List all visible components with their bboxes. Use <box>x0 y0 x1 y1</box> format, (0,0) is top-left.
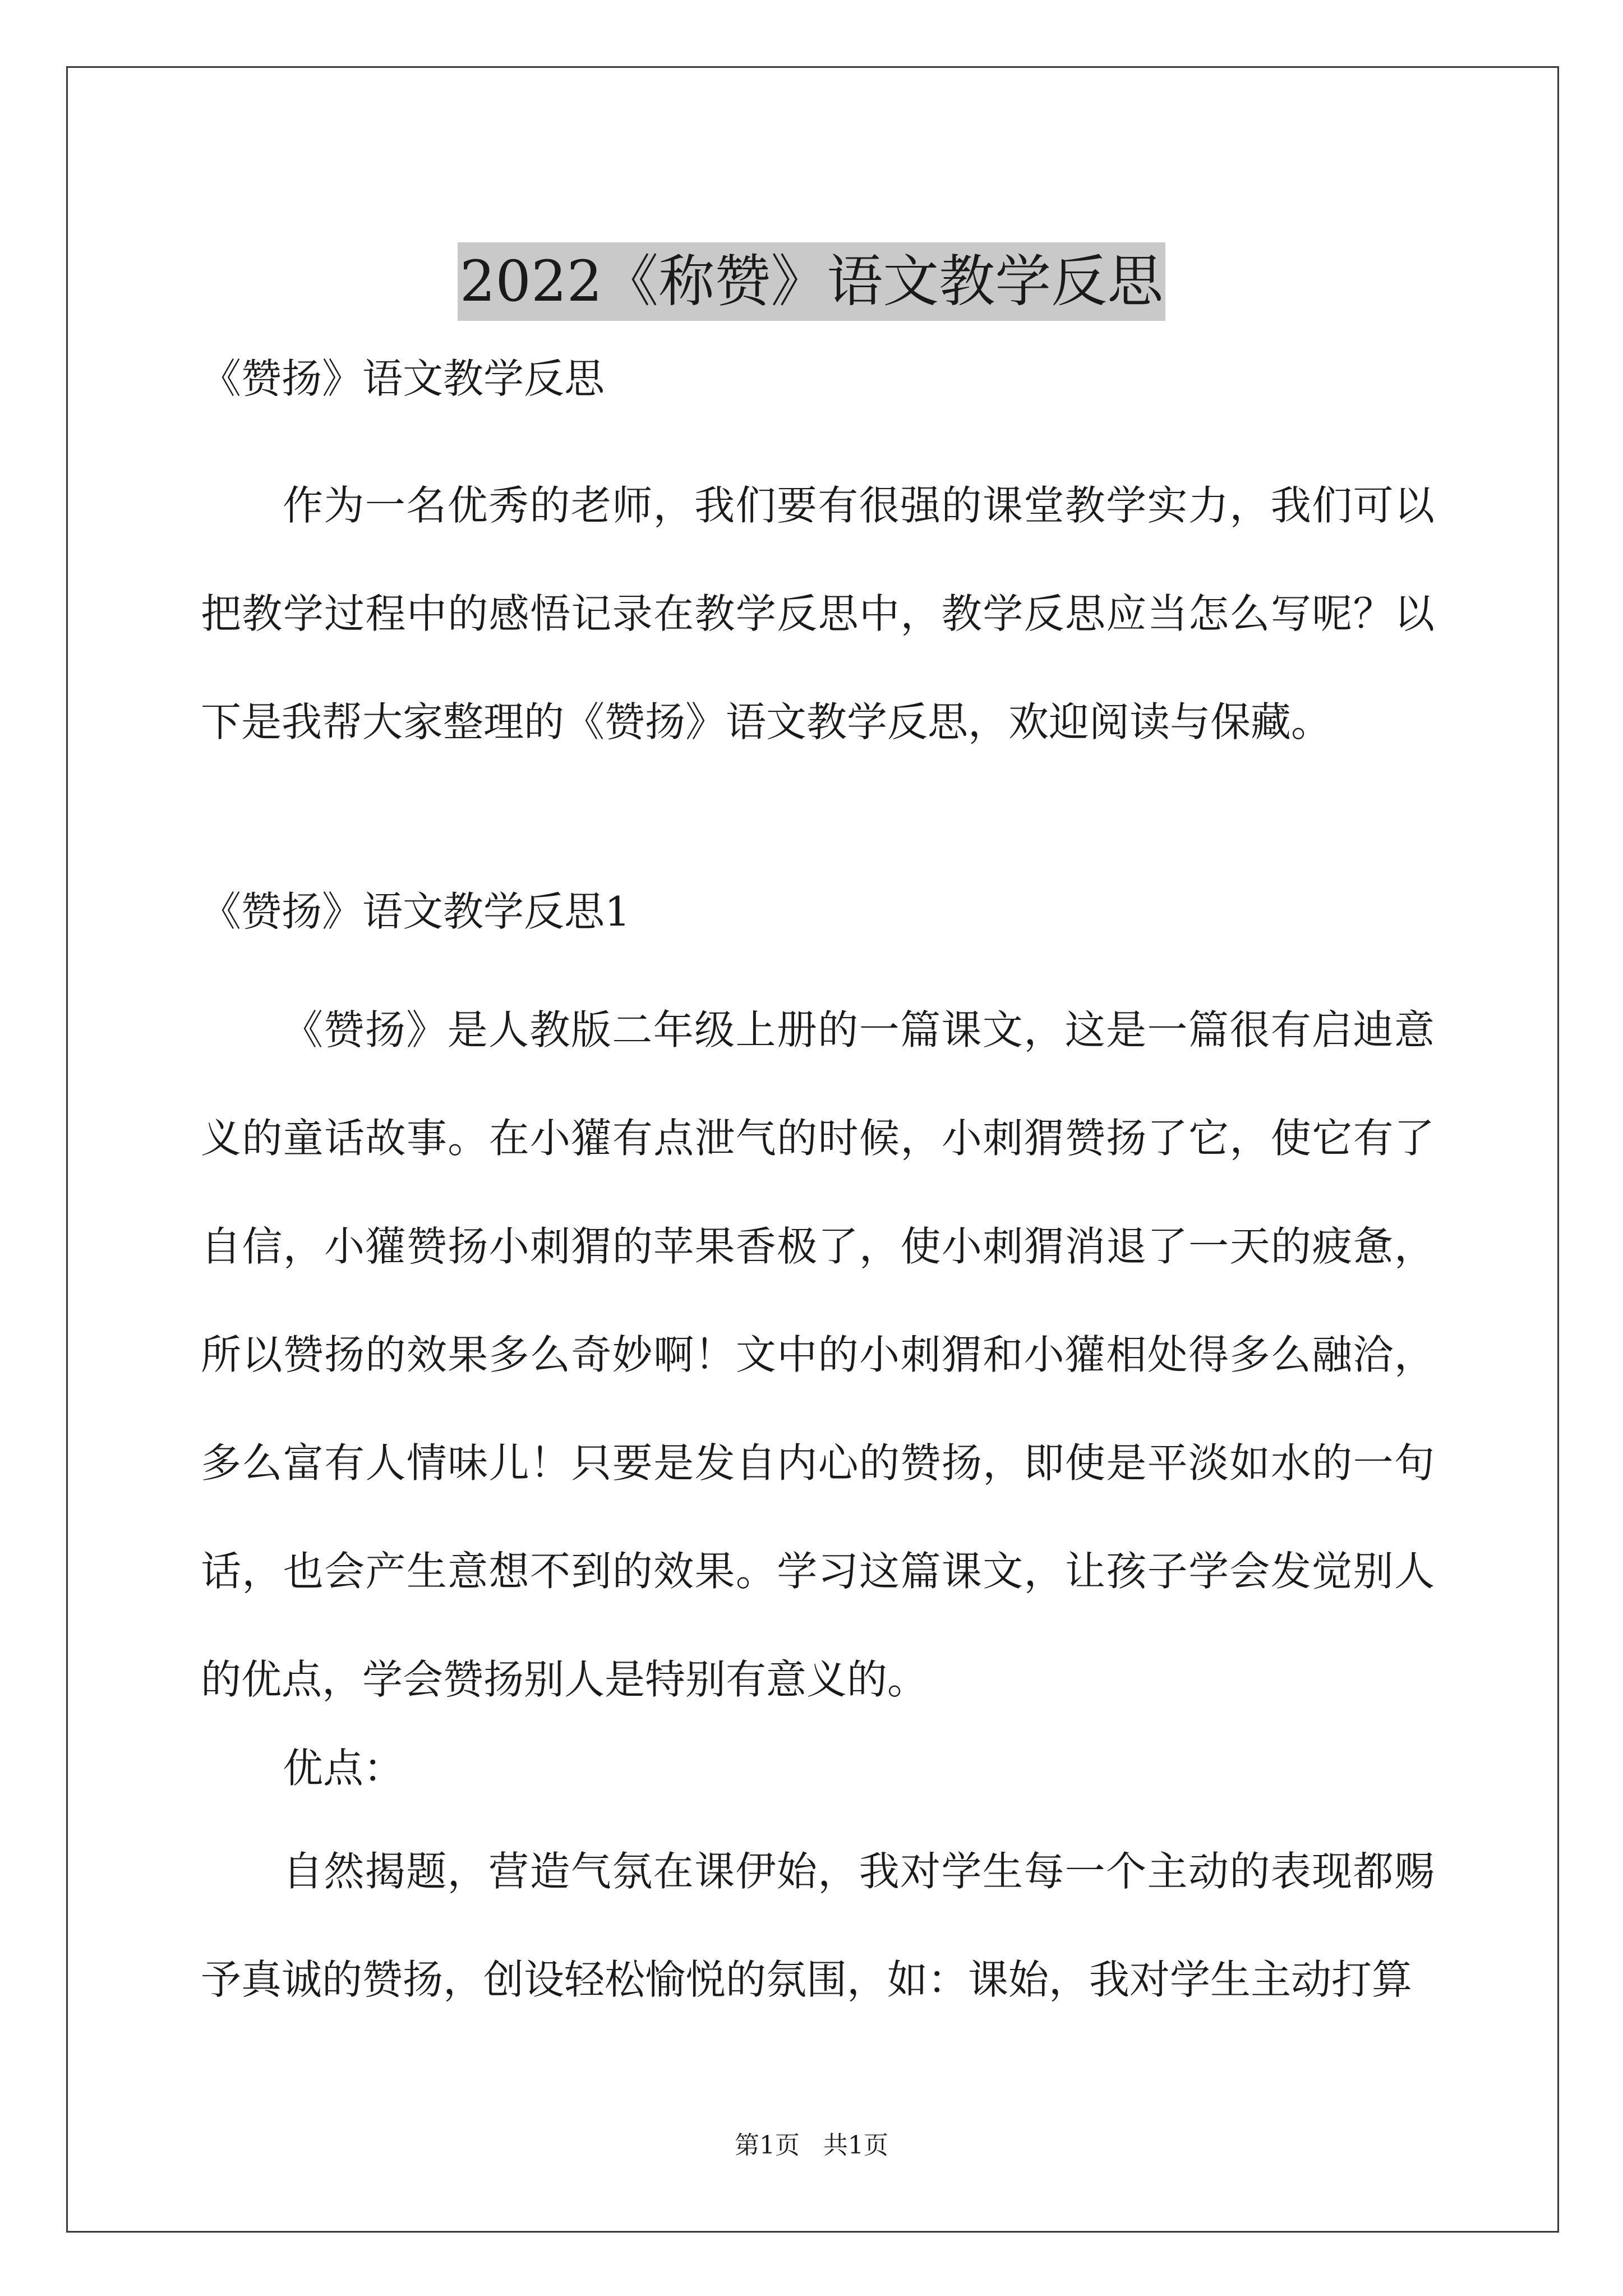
page-total: 共1页 <box>823 2131 888 2160</box>
page-footer <box>0 2129 1623 2162</box>
section1-paragraph-2: 自然揭题，营造气氛在课伊始，我对学生每一个主动的表现都赐予真诚的赞扬，创设轻松愉悦的氛围，如：课始，我对学生主动打算 <box>201 1848 1435 2003</box>
section1-paragraph-1: 《赞扬》是人教版二年级上册的一篇课文，这是一篇很有启迪意义的童话故事。在小獾有点泄气的时候，小刺猬赞扬了它，使它有了自信，小獾赞扬小刺猬的苹果香极了，使小刺猬消退了一天的疲惫，所以赞扬的效果多么奇妙啊！文中的小刺猬和小獾相处得多么融洽，多么富有人情味儿！只要是发自内心的赞扬，即使是平淡如水的一句话，也会产生意想不到的效果。学习这篇课文，让孩子学会发觉别人的优点，学会赞扬别人是特别有意义的。 <box>201 1006 1435 1703</box>
advantages-label: 优点： <box>283 1745 404 1792</box>
section-heading-1: 《赞扬》语文教学反思1 <box>201 888 630 935</box>
document-subtitle: 《赞扬》语文教学反思 <box>201 355 605 402</box>
title-container <box>0 205 1623 358</box>
intro-paragraph: 作为一名优秀的老师，我们要有很强的课堂教学实力，我们可以把教学过程中的感悟记录在教学反思中，教学反思应当怎么写呢？以下是我帮大家整理的《赞扬》语文教学反思，欢迎阅读与保藏。 <box>201 482 1435 746</box>
document-title: 2022《称赞》语文教学反思 <box>458 242 1166 321</box>
page-number: 第1页 <box>735 2131 800 2160</box>
